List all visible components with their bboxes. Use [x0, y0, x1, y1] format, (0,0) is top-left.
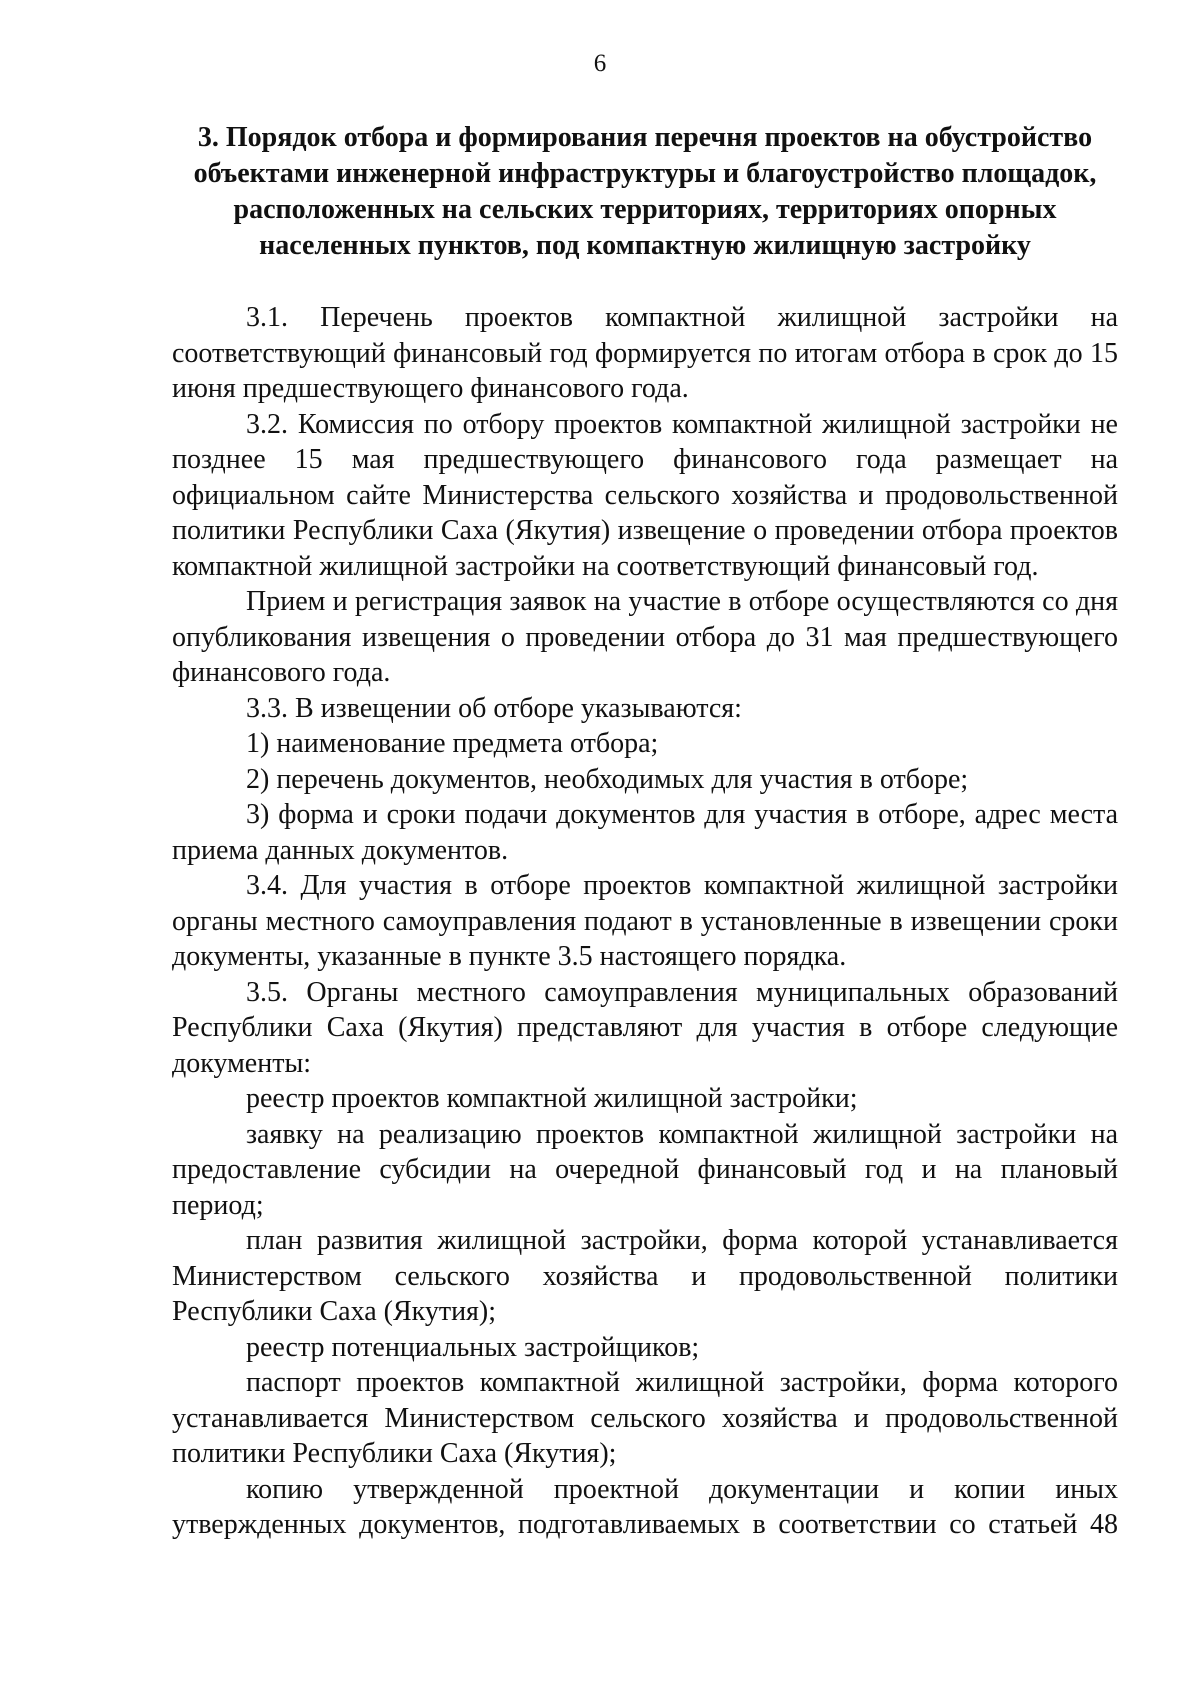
paragraph-3-5: 3.5. Органы местного самоуправления муниципальных образований Республики Саха (Якутия) представляют для участия в отборе следующие документы: — [172, 976, 1118, 1079]
paragraph-3-3: 3.3. В извещении об отборе указываются: — [246, 692, 742, 724]
document-item-design-documentation: копию утвержденной проектной документации и копии иных утвержденных документов, подготавливаемых в соответствии со статьей 48 — [172, 1473, 1118, 1540]
list-item-3: 3) форма и сроки подачи документов для участия в отборе, адрес места приема данных документов. — [172, 799, 1118, 866]
paragraph-3-1: 3.1. Перечень проектов компактной жилищной застройки на соответствующий финансовый год формируется по итогам отбора в срок до 15 июня предшествующего финансового года. — [172, 302, 1118, 404]
document-item-development-plan: план развития жилищной застройки, форма которой устанавливается Министерством сельского хозяйства и продовольственной политики Республики Саха (Якутия); — [172, 1225, 1118, 1327]
list-item-2: 2) перечень документов, необходимых для участия в отборе; — [246, 763, 969, 795]
paragraph-applications: Прием и регистрация заявок на участие в отборе осуществляются со дня опубликования извещения о проведении отбора до 31 мая предшествующего финансового года. — [172, 586, 1118, 688]
section-heading: 3. Порядок отбора и формирования перечня проектов на обустройство объектами инженерной инфраструктуры и благоустройство площадок, расположенных на сельских территориях, территориях опорных населенных пунктов, под компактную жилищную застройку — [193, 122, 1097, 261]
paragraph-3-4: 3.4. Для участия в отборе проектов компактной жилищной застройки органы местного самоуправления подают в установленные в извещении сроки документы, указанные в пункте 3.5 настоящего порядка. — [172, 870, 1118, 972]
paragraph-3-2: 3.2. Комиссия по отбору проектов компактной жилищной застройки не позднее 15 мая предшествующего финансового года размещает на официальном сайте Министерства сельского хозяйства и продовольственной политики Республики Саха (Якутия) извещение о проведении отбора проектов компактной жилищной застройки на соответствующий финансовый год. — [172, 408, 1118, 582]
document-item-developers-registry: реестр потенциальных застройщиков; — [246, 1331, 700, 1363]
page-number: 6 — [593, 50, 607, 77]
document-item-passport: паспорт проектов компактной жилищной застройки, форма которого устанавливается Министерством сельского хозяйства и продовольственной политики Республики Саха (Якутия); — [172, 1367, 1118, 1469]
document-item-registry: реестр проектов компактной жилищной застройки; — [246, 1083, 858, 1114]
list-item-1: 1) наименование предмета отбора; — [246, 728, 659, 759]
document-item-application: заявку на реализацию проектов компактной жилищной застройки на предоставление субсидии на очередной финансовый год и на плановый период; — [172, 1118, 1118, 1221]
document-body — [172, 300, 1118, 1543]
